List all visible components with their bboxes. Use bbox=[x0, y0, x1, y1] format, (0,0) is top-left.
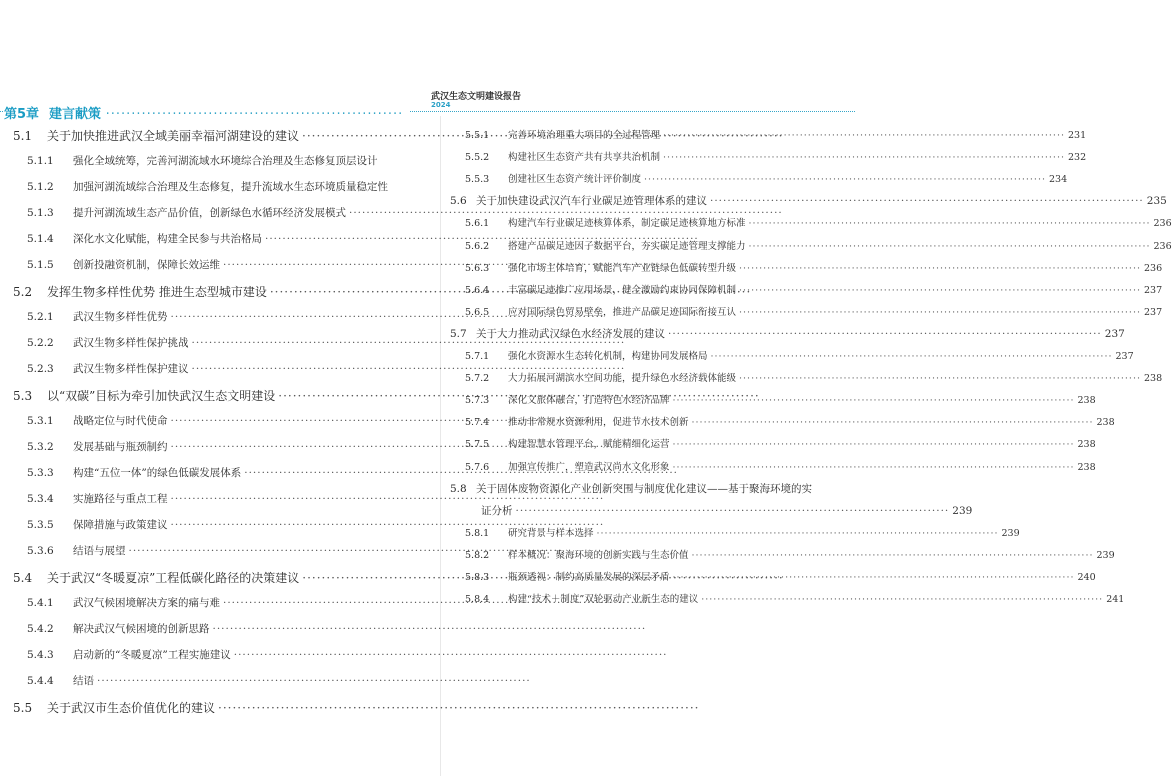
toc-entry-5-3-2[interactable] bbox=[27, 439, 428, 455]
toc-entry-number: 5.6 bbox=[450, 195, 467, 208]
dot-leader bbox=[739, 285, 1141, 296]
toc-entry-number: 5.2.2 bbox=[27, 337, 54, 349]
toc-entry-page: 240 bbox=[1077, 572, 1096, 583]
toc-entry-title: 实施路径与重点工程 bbox=[73, 493, 168, 505]
toc-entry-page: 239 bbox=[952, 504, 973, 517]
toc-entry-number: 5.7.1 bbox=[465, 351, 490, 362]
toc-entry-5-6[interactable] bbox=[450, 193, 1167, 209]
toc-entry-number: 5.3.5 bbox=[27, 519, 54, 531]
toc-entry-5-2[interactable] bbox=[13, 283, 430, 301]
dot-leader bbox=[644, 174, 1046, 185]
toc-entry-page: 237 bbox=[1115, 351, 1134, 362]
toc-entry-number: 5.7.4 bbox=[465, 417, 490, 429]
toc-entry-number: 5.1.1 bbox=[27, 155, 54, 167]
dot-leader bbox=[749, 218, 1151, 229]
dot-leader bbox=[663, 152, 1065, 163]
toc-entry-5-3-5[interactable] bbox=[27, 517, 428, 533]
toc-entry-number: 5.6.3 bbox=[465, 262, 490, 274]
toc-entry-page: 232 bbox=[1068, 152, 1087, 164]
dot-leader bbox=[739, 373, 1141, 384]
toc-entry-number: 5.4.3 bbox=[27, 649, 54, 661]
dot-leader bbox=[739, 263, 1141, 274]
toc-entry-number: 5.2.3 bbox=[27, 363, 54, 375]
toc-entry-5-4-3[interactable] bbox=[27, 647, 428, 663]
dot-leader bbox=[213, 623, 647, 635]
dot-leader bbox=[749, 241, 1151, 252]
dot-leader bbox=[668, 328, 1102, 340]
toc-entry-title: 解决武汉气候困境的创新思路 bbox=[73, 623, 210, 635]
toc-entry-5-3-6[interactable] bbox=[27, 543, 428, 559]
toc-entry-title: 构建汽车行业碳足迹核算体系，制定碳足迹核算地方标准 bbox=[508, 218, 746, 230]
toc-entry-page: 234 bbox=[1049, 174, 1068, 186]
toc-entry-title: 深化文旅体融合，打造特色水经济品牌 bbox=[508, 395, 670, 407]
dot-leader bbox=[673, 395, 1075, 406]
dot-leader bbox=[673, 462, 1075, 473]
toc-entry-5-3-3[interactable] bbox=[27, 465, 428, 481]
toc-entry-title: 丰富碳足迹推广应用场景，健全激励约束协同保障机制 bbox=[508, 284, 737, 296]
toc-entry-number: 5.3.6 bbox=[27, 545, 54, 557]
toc-entry-title: 关于武汉市生态价值优化的建议 bbox=[47, 701, 216, 715]
toc-entry-title: 瓶颈透视：制约高质量发展的深层矛盾 bbox=[508, 572, 670, 583]
toc-entry-5-8-2[interactable] bbox=[465, 547, 1115, 562]
toc-entry-title: 创新投融资机制，保障长效运维 bbox=[73, 259, 220, 271]
toc-entry-number: 5.5.1 bbox=[465, 130, 490, 141]
toc-entry-5-4-2[interactable] bbox=[27, 621, 428, 637]
toc-entry-number: 5.8.3 bbox=[465, 572, 490, 583]
toc-entry-5-8-1[interactable] bbox=[465, 525, 1020, 540]
dot-leader bbox=[234, 649, 668, 661]
toc-entry-number: 5.6.5 bbox=[465, 306, 490, 318]
toc-entry-title: 加强河湖流域综合治理及生态修复，提升流域水生态环境质量稳定性 bbox=[73, 181, 388, 193]
toc-entry-5-7-3[interactable] bbox=[465, 392, 1096, 407]
toc-entry-title: 启动新的“冬暖夏凉”工程实施建议 bbox=[73, 649, 231, 661]
toc-entry-page: 236 bbox=[1153, 240, 1172, 252]
toc-entry-title: 发展基础与瓶颈制约 bbox=[73, 441, 168, 453]
toc-entry-title: 大力拓展河湖滨水空间功能，提升绿色水经济载体能级 bbox=[508, 373, 737, 385]
toc-entry-5-5[interactable] bbox=[13, 699, 430, 717]
toc-entry-number: 5.3.1 bbox=[27, 415, 54, 427]
toc-entry-page: 239 bbox=[1096, 549, 1115, 561]
toc-entry-number: 5.5 bbox=[13, 701, 33, 715]
toc-entry-title: 关于大力推动武汉绿色水经济发展的建议 bbox=[476, 327, 665, 340]
toc-entry-title: 武汉生物多样性保护挑战 bbox=[73, 337, 189, 349]
toc-entry-5-5-1[interactable] bbox=[465, 127, 1087, 142]
toc-entry-5-4[interactable] bbox=[13, 569, 430, 587]
toc-entry-title: 样本概况：聚海环境的创新实践与生态价值 bbox=[508, 549, 689, 561]
toc-entry-continuation[interactable] bbox=[481, 503, 973, 519]
toc-entry-number: 5.3.4 bbox=[27, 493, 54, 505]
toc-entry-5-2-2[interactable] bbox=[27, 335, 428, 351]
toc-entry-title: 关于武汉“冬暖夏凉”工程低碳化路径的决策建议 bbox=[47, 571, 300, 585]
dot-leader bbox=[692, 550, 1094, 561]
toc-entry-title: 搭建产品碳足迹因子数据平台，夯实碳足迹管理支撑能力 bbox=[508, 240, 746, 252]
toc-entry-number: 5.4.4 bbox=[27, 675, 54, 687]
toc-entry-title: 构建智慧水管理平台，赋能精细化运营 bbox=[508, 439, 670, 451]
toc-entry-5-5-2[interactable] bbox=[465, 149, 1087, 164]
toc-entry-5-3[interactable] bbox=[13, 387, 430, 405]
toc-entry-5-7-6[interactable] bbox=[465, 459, 1096, 474]
toc-entry-number: 5.3.2 bbox=[27, 441, 54, 453]
toc-entry-number: 5.7.2 bbox=[465, 373, 490, 385]
toc-entry-title: 武汉气候困境解决方案的痛与难 bbox=[73, 597, 220, 609]
toc-entry-number: 5.3 bbox=[13, 389, 33, 403]
toc-entry-5-6-1[interactable] bbox=[465, 215, 1172, 230]
chapter-heading bbox=[4, 103, 409, 122]
toc-entry-title: 关于加快推进武汉全域美丽幸福河湖建设的建议 bbox=[47, 129, 300, 143]
chapter-dot-leader: ·························································· bbox=[105, 107, 404, 122]
toc-entry-number: 5.7.6 bbox=[465, 461, 490, 473]
toc-entry-5-1[interactable] bbox=[13, 127, 430, 145]
toc-entry-title: 以“双碳”目标为牵引加快武汉生态文明建设 bbox=[47, 389, 276, 403]
dot-leader bbox=[597, 528, 999, 539]
toc-entry-title: 构建“五位一体”的绿色低碳发展体系 bbox=[73, 467, 242, 479]
toc-entry-title: 发挥生物多样性优势 推进生态型城市建设 bbox=[47, 285, 267, 299]
toc-entry-title: 推动非常规水资源利用，促进节水技术创新 bbox=[508, 417, 689, 429]
toc-entry-page: 238 bbox=[1144, 373, 1163, 385]
toc-entry-5-3-1[interactable] bbox=[27, 413, 428, 429]
toc-entry-5-6-4[interactable] bbox=[465, 282, 1163, 297]
toc-entry-number: 5.1.2 bbox=[27, 181, 54, 193]
toc-entry-title: 强化水资源水生态转化机制，构建协同发展格局 bbox=[508, 351, 708, 362]
toc-entry-number: 5.2.1 bbox=[27, 311, 54, 323]
toc-entry-page: 239 bbox=[1001, 527, 1020, 539]
toc-entry-number: 5.1 bbox=[13, 129, 33, 143]
toc-entry-5-2-3[interactable] bbox=[27, 361, 428, 377]
toc-entry-5-7-4[interactable] bbox=[465, 414, 1115, 429]
toc-entry-5-8[interactable] bbox=[450, 481, 848, 497]
toc-entry-5-3-4[interactable] bbox=[27, 491, 428, 507]
chapter-number: 第5章 bbox=[4, 107, 40, 122]
toc-entry-page: 238 bbox=[1077, 395, 1096, 407]
dot-leader bbox=[663, 130, 1065, 141]
toc-entry-title: 完善环境治理重大项目的全过程管理 bbox=[508, 130, 661, 141]
dot-leader bbox=[97, 675, 531, 687]
dot-leader bbox=[218, 701, 699, 715]
toc-entry-5-4-1[interactable] bbox=[27, 595, 428, 611]
dot-leader bbox=[739, 307, 1141, 318]
toc-entry-5-7[interactable] bbox=[450, 326, 1125, 342]
dot-leader bbox=[710, 195, 1144, 207]
toc-entry-page: 238 bbox=[1077, 439, 1096, 451]
toc-entry-title: 关于固体废物资源化产业创新突围与制度优化建议——基于聚海环境的实 bbox=[476, 482, 812, 495]
toc-entry-title: 提升河湖流域生态产品价值，创新绿色水循环经济发展模式 bbox=[73, 207, 346, 219]
toc-entry-number: 5.5.3 bbox=[465, 174, 490, 186]
toc-entry-5-5-3[interactable] bbox=[465, 171, 1068, 186]
toc-entry-title: 结语与展望 bbox=[73, 545, 126, 557]
chapter-title: 建言献策 bbox=[49, 107, 102, 122]
toc-entry-title: 构建社区生态资产共有共享共治机制 bbox=[508, 152, 661, 164]
toc-entry-5-8-4[interactable] bbox=[465, 591, 1125, 606]
toc-entry-page: 236 bbox=[1153, 218, 1172, 230]
toc-entry-5-1-2[interactable] bbox=[27, 179, 428, 195]
toc-entry-page: 238 bbox=[1096, 417, 1115, 429]
toc-entry-number: 5.8.2 bbox=[465, 549, 490, 561]
toc-entry-title: 关于加快建设武汉汽车行业碳足迹管理体系的建议 bbox=[476, 195, 707, 208]
dot-leader bbox=[673, 572, 1075, 583]
toc-entry-number: 5.6.4 bbox=[465, 284, 490, 296]
dot-leader bbox=[692, 417, 1094, 428]
toc-entry-page: 237 bbox=[1144, 306, 1163, 318]
toc-entry-5-7-1[interactable] bbox=[465, 348, 1134, 363]
dot-leader bbox=[701, 594, 1103, 605]
toc-entry-number: 5.4.1 bbox=[27, 597, 54, 609]
toc-entry-title: 强化市场主体培育，赋能汽车产业链绿色低碳转型升级 bbox=[508, 262, 737, 274]
dot-leader bbox=[673, 439, 1075, 450]
toc-entry-title: 武汉生物多样性优势 bbox=[73, 311, 168, 323]
toc-entry-number: 5.7.3 bbox=[465, 395, 490, 407]
toc-entry-page: 235 bbox=[1146, 195, 1167, 208]
toc-entry-title: 武汉生物多样性保护建议 bbox=[73, 363, 189, 375]
toc-entry-number: 5.3.3 bbox=[27, 467, 54, 479]
toc-entry-title: 战略定位与时代使命 bbox=[73, 415, 168, 427]
toc-entry-page: 238 bbox=[1077, 461, 1096, 473]
toc-entry-title: 证分析 bbox=[481, 504, 513, 517]
toc-entry-number: 5.8.1 bbox=[465, 527, 490, 539]
toc-entry-5-4-4[interactable] bbox=[27, 673, 428, 689]
toc-entry-5-1-1[interactable] bbox=[27, 153, 428, 169]
toc-entry-number: 5.1.4 bbox=[27, 233, 54, 245]
toc-entry-title: 强化全域统筹，完善河湖流域水环境综合治理及生态修复顶层设计 bbox=[73, 155, 378, 167]
dot-leader bbox=[711, 351, 1113, 362]
toc-entry-title: 创建社区生态资产统计评价制度 bbox=[508, 174, 642, 186]
toc-entry-number: 5.4.2 bbox=[27, 623, 54, 635]
toc-entry-5-1-5[interactable] bbox=[27, 257, 428, 273]
toc-entry-number: 5.6.2 bbox=[465, 240, 490, 252]
toc-entry-number: 5.1.3 bbox=[27, 207, 54, 219]
toc-entry-5-6-2[interactable] bbox=[465, 238, 1172, 253]
toc-entry-title: 深化水文化赋能，构建全民参与共治格局 bbox=[73, 233, 262, 245]
toc-entry-title: 保障措施与政策建议 bbox=[73, 519, 168, 531]
toc-entry-page: 231 bbox=[1068, 130, 1087, 141]
toc-entry-5-7-2[interactable] bbox=[465, 370, 1163, 385]
toc-entry-5-1-4[interactable] bbox=[27, 231, 428, 247]
running-header-title: 武汉生态文明建设报告 bbox=[431, 92, 522, 102]
toc-entry-title: 研究背景与样本选择 bbox=[508, 527, 594, 539]
toc-entry-number: 5.7.5 bbox=[465, 439, 490, 451]
toc-entry-number: 5.7 bbox=[450, 327, 467, 340]
toc-entry-title: 构建“技术＋制度”双轮驱动产业新生态的建议 bbox=[508, 594, 699, 606]
toc-entry-5-2-1[interactable] bbox=[27, 309, 428, 325]
toc-entry-5-8-3[interactable] bbox=[465, 569, 1096, 584]
toc-entry-title: 结语 bbox=[73, 675, 94, 687]
toc-entry-5-6-3[interactable] bbox=[465, 260, 1163, 275]
toc-entry-number: 5.6.1 bbox=[465, 218, 490, 230]
toc-entry-number: 5.1.5 bbox=[27, 259, 54, 271]
toc-entry-number: 5.4 bbox=[13, 571, 33, 585]
dot-leader bbox=[516, 505, 950, 517]
toc-entry-5-1-3[interactable] bbox=[27, 205, 428, 221]
running-header-year: 2024 bbox=[431, 101, 451, 109]
toc-entry-5-6-5[interactable] bbox=[465, 304, 1163, 319]
toc-entry-number: 5.5.2 bbox=[465, 152, 490, 164]
toc-entry-title: 加强宣传推广，塑造武汉尚水文化形象 bbox=[508, 461, 670, 473]
toc-entry-number: 5.8 bbox=[450, 482, 467, 495]
toc-entry-page: 237 bbox=[1144, 284, 1163, 296]
toc-entry-page: 236 bbox=[1144, 262, 1163, 274]
toc-entry-number: 5.8.4 bbox=[465, 594, 490, 606]
toc-entry-number: 5.2 bbox=[13, 285, 33, 299]
toc-entry-page: 237 bbox=[1104, 327, 1125, 340]
toc-entry-5-7-5[interactable] bbox=[465, 436, 1096, 451]
toc-entry-page: 241 bbox=[1106, 594, 1125, 606]
toc-entry-title: 应对国际绿色贸易壁垒，推进产品碳足迹国际衔接互认 bbox=[508, 306, 737, 318]
